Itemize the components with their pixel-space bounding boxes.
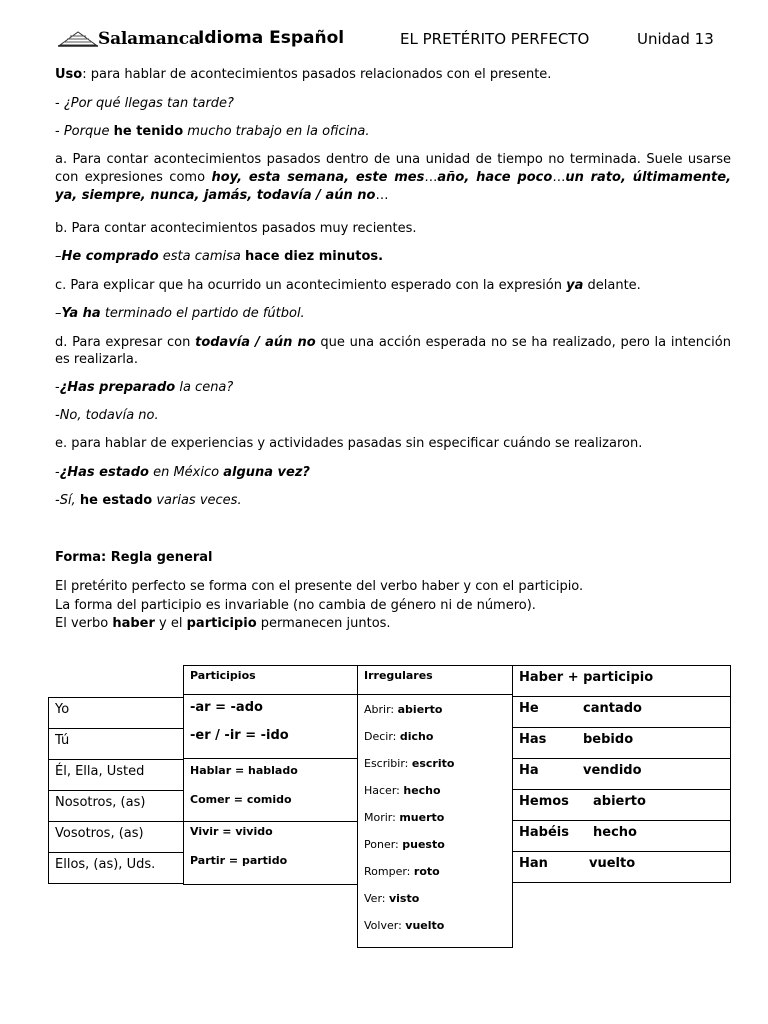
participio-example-hablar: Hablar = hablado <box>190 764 298 777</box>
section-d-example1: -¿Has preparado la cena? <box>55 380 234 395</box>
uso-line <box>55 66 731 83</box>
forma-line3-bold1: haber <box>112 616 155 631</box>
haber-aux: Ha <box>519 763 539 778</box>
list-item <box>358 750 512 777</box>
section-c-pre: c. Para explicar que ha ocurrido un acontecimiento esperado con la expresión <box>55 278 567 293</box>
section-e: e. para hablar de experiencias y actividades pasadas sin especificar cuándo se realizaron. <box>55 436 643 451</box>
uso-answer: - Porque he tenido mucho trabajo en la oficina. <box>55 124 370 139</box>
haber-participle: hecho <box>593 825 637 840</box>
section-e-example1: -¿Has estado en México alguna vez? <box>55 465 310 480</box>
table-row <box>49 791 184 822</box>
list-item <box>358 696 512 723</box>
irregular-verb: Volver: <box>364 919 402 932</box>
forma-line2: La forma del participio es invariable (no cambia de género ni de número). <box>55 598 536 613</box>
haber-aux: Has <box>519 732 547 747</box>
list-item <box>358 831 512 858</box>
participio-example-partir: Partir = partido <box>190 854 288 867</box>
logo-icon <box>58 28 98 48</box>
irregular-participle: hecho <box>403 784 441 797</box>
irregular-verb: Romper: <box>364 865 411 878</box>
haber-row <box>513 697 730 716</box>
section-e-example2-rest: varias veces. <box>152 493 242 508</box>
section-e-example2-bold: he estado <box>79 493 153 508</box>
table-row <box>513 697 731 728</box>
participio-ar: -ar = -ado <box>190 700 263 715</box>
forma-line1: El pretérito perfecto se forma con el presente del verbo haber y con el participio. <box>55 579 584 594</box>
table-row <box>184 822 358 885</box>
section-a-expr1: hoy, esta semana, este mes <box>211 170 425 185</box>
section-d-example2: -No, todavía no. <box>55 408 159 423</box>
section-e-example1-bold2: alguna vez? <box>223 465 310 480</box>
irregular-participle: roto <box>413 865 440 878</box>
uso-text: : para hablar de acontecimientos pasados relacionados con el presente. <box>82 67 552 82</box>
pronoun-tu: Tú <box>55 733 70 748</box>
section-b-example-bold1: He comprado <box>61 249 159 264</box>
list-item <box>358 885 512 912</box>
irregulares-header: Irregulares <box>358 666 512 695</box>
irregulares-list <box>358 695 512 939</box>
table-row <box>513 759 731 790</box>
list-item <box>358 804 512 831</box>
haber-row <box>513 728 730 747</box>
haber-participle: bebido <box>583 732 634 747</box>
haber-participle: vuelto <box>589 856 636 871</box>
haber-participle: abierto <box>593 794 646 809</box>
haber-aux: Habéis <box>519 825 569 840</box>
table-row <box>513 821 731 852</box>
section-e-example1-mid: en México <box>148 465 224 480</box>
uso-answer-pre: Porque <box>63 124 114 139</box>
section-c <box>55 277 731 294</box>
irregular-participle: visto <box>388 892 420 905</box>
pronoun-el: Él, Ella, Usted <box>55 764 145 779</box>
haber-table <box>512 665 731 883</box>
haber-aux: Hemos <box>519 794 569 809</box>
section-d-bold: todavía / aún no <box>195 335 316 350</box>
list-item <box>358 912 512 939</box>
irregular-verb: Decir: <box>364 730 397 743</box>
section-a-dots3: … <box>375 188 389 203</box>
table-row <box>513 728 731 759</box>
haber-row <box>513 821 730 840</box>
participio-example-comer: Comer = comido <box>190 793 292 806</box>
section-d-post: que una acción esperada no se ha realizado, pero la intención es realizarla. <box>55 335 731 367</box>
section-e-example1-bold1: ¿Has estado <box>59 465 149 480</box>
section-a-expr3: un rato, últimamente, ya, siempre, nunca, jamás, todavía / aún no <box>55 170 732 203</box>
section-c-bold: ya <box>566 278 584 293</box>
list-item <box>358 777 512 804</box>
irregular-participle: escrito <box>411 757 455 770</box>
section-c-post: delante. <box>583 278 641 293</box>
forma-line3-bold2: participio <box>186 616 257 631</box>
section-a-dots1: … <box>424 170 438 185</box>
section-b-example: –He comprado esta camisa hace diez minutos. <box>55 249 384 264</box>
participio-example-vivir: Vivir = vivido <box>190 825 273 838</box>
pronoun-yo: Yo <box>55 702 70 717</box>
forma-line3-pre: El verbo <box>55 616 113 631</box>
table-row <box>513 666 731 697</box>
table-row <box>49 698 184 729</box>
irregular-verb: Ver: <box>364 892 386 905</box>
haber-aux: Han <box>519 856 548 871</box>
table-row <box>49 760 184 791</box>
irregular-verb: Abrir: <box>364 703 395 716</box>
section-b: b. Para contar acontecimientos pasados muy recientes. <box>55 221 417 236</box>
table-row <box>49 853 184 884</box>
haber-participle: vendido <box>583 763 642 778</box>
section-a-expr2: año, hace poco <box>437 170 553 185</box>
haber-participle: cantado <box>583 701 642 716</box>
section-c-example: –Ya ha terminado el partido de fútbol. <box>55 306 305 321</box>
table-row <box>49 822 184 853</box>
section-d-example1-bold: ¿Has preparado <box>59 380 176 395</box>
section-d <box>55 334 731 368</box>
irregular-verb: Escribir: <box>364 757 409 770</box>
participios-table <box>183 665 358 885</box>
irregular-participle: dicho <box>399 730 434 743</box>
haber-aux: He <box>519 701 539 716</box>
forma-line3-post: permanecen juntos. <box>256 616 391 631</box>
list-item <box>358 723 512 750</box>
table-row <box>184 759 358 822</box>
haber-row <box>513 759 730 778</box>
irregular-verb: Hacer: <box>364 784 400 797</box>
haber-row <box>513 790 730 809</box>
forma-title: Forma: Regla general <box>55 550 213 565</box>
section-e-example2 <box>55 492 731 509</box>
table-row <box>184 695 358 759</box>
pronoun-nosotros: Nosotros, (as) <box>55 795 146 810</box>
section-b-example-mid: esta camisa <box>158 249 246 264</box>
uso-question: - ¿Por qué llegas tan tarde? <box>55 96 234 111</box>
uso-question-text: ¿Por qué llegas tan tarde? <box>63 96 234 111</box>
unit-label: Unidad 13 <box>637 30 714 48</box>
haber-row <box>513 852 730 871</box>
participios-header: Participios <box>190 669 256 682</box>
irregular-participle: abierto <box>397 703 443 716</box>
section-c-example-rest: terminado el partido de fútbol. <box>100 306 305 321</box>
participio-er-ir: -er / -ir = -ido <box>190 728 289 743</box>
section-d-example1-rest: la cena? <box>175 380 234 395</box>
pronoun-vosotros: Vosotros, (as) <box>55 826 144 841</box>
section-a-text: a. Para contar acontecimientos pasados dentro de una unidad de tiempo no terminada. Suele usarse con expresiones como <box>55 152 731 185</box>
table-row <box>49 729 184 760</box>
pronoun-table <box>48 697 184 884</box>
table-row <box>184 666 358 695</box>
section-c-example-bold: Ya ha <box>61 306 101 321</box>
forma-line3 <box>55 615 731 632</box>
section-a-dots2: … <box>552 170 566 185</box>
table-row <box>513 790 731 821</box>
section-a <box>55 151 731 205</box>
pronoun-ellos: Ellos, (as), Uds. <box>55 857 156 872</box>
page-header <box>58 26 730 54</box>
section-d-pre: d. Para expresar con <box>55 335 196 350</box>
section-b-example-bold2: hace diez minutos. <box>245 249 384 264</box>
irregular-verb: Poner: <box>364 838 399 851</box>
brand-name: Salamanca <box>98 29 200 49</box>
irregular-participle: puesto <box>402 838 445 851</box>
document-title: EL PRETÉRITO PERFECTO <box>400 30 590 48</box>
irregular-participle: muerto <box>399 811 445 824</box>
list-item <box>358 858 512 885</box>
uso-label: Uso <box>55 67 83 82</box>
haber-header: Haber + participio <box>519 670 654 685</box>
table-row <box>513 852 731 883</box>
irregular-participle: vuelto <box>405 919 445 932</box>
uso-answer-post: mucho trabajo en la oficina. <box>183 124 370 139</box>
irregulares-column <box>357 665 513 948</box>
uso-answer-bold: he tenido <box>113 124 184 139</box>
section-e-example2-pre: -Sí, <box>55 493 80 508</box>
irregular-verb: Morir: <box>364 811 396 824</box>
forma-line3-mid: y el <box>154 616 187 631</box>
brand-subtitle: Idioma Español <box>198 28 345 48</box>
